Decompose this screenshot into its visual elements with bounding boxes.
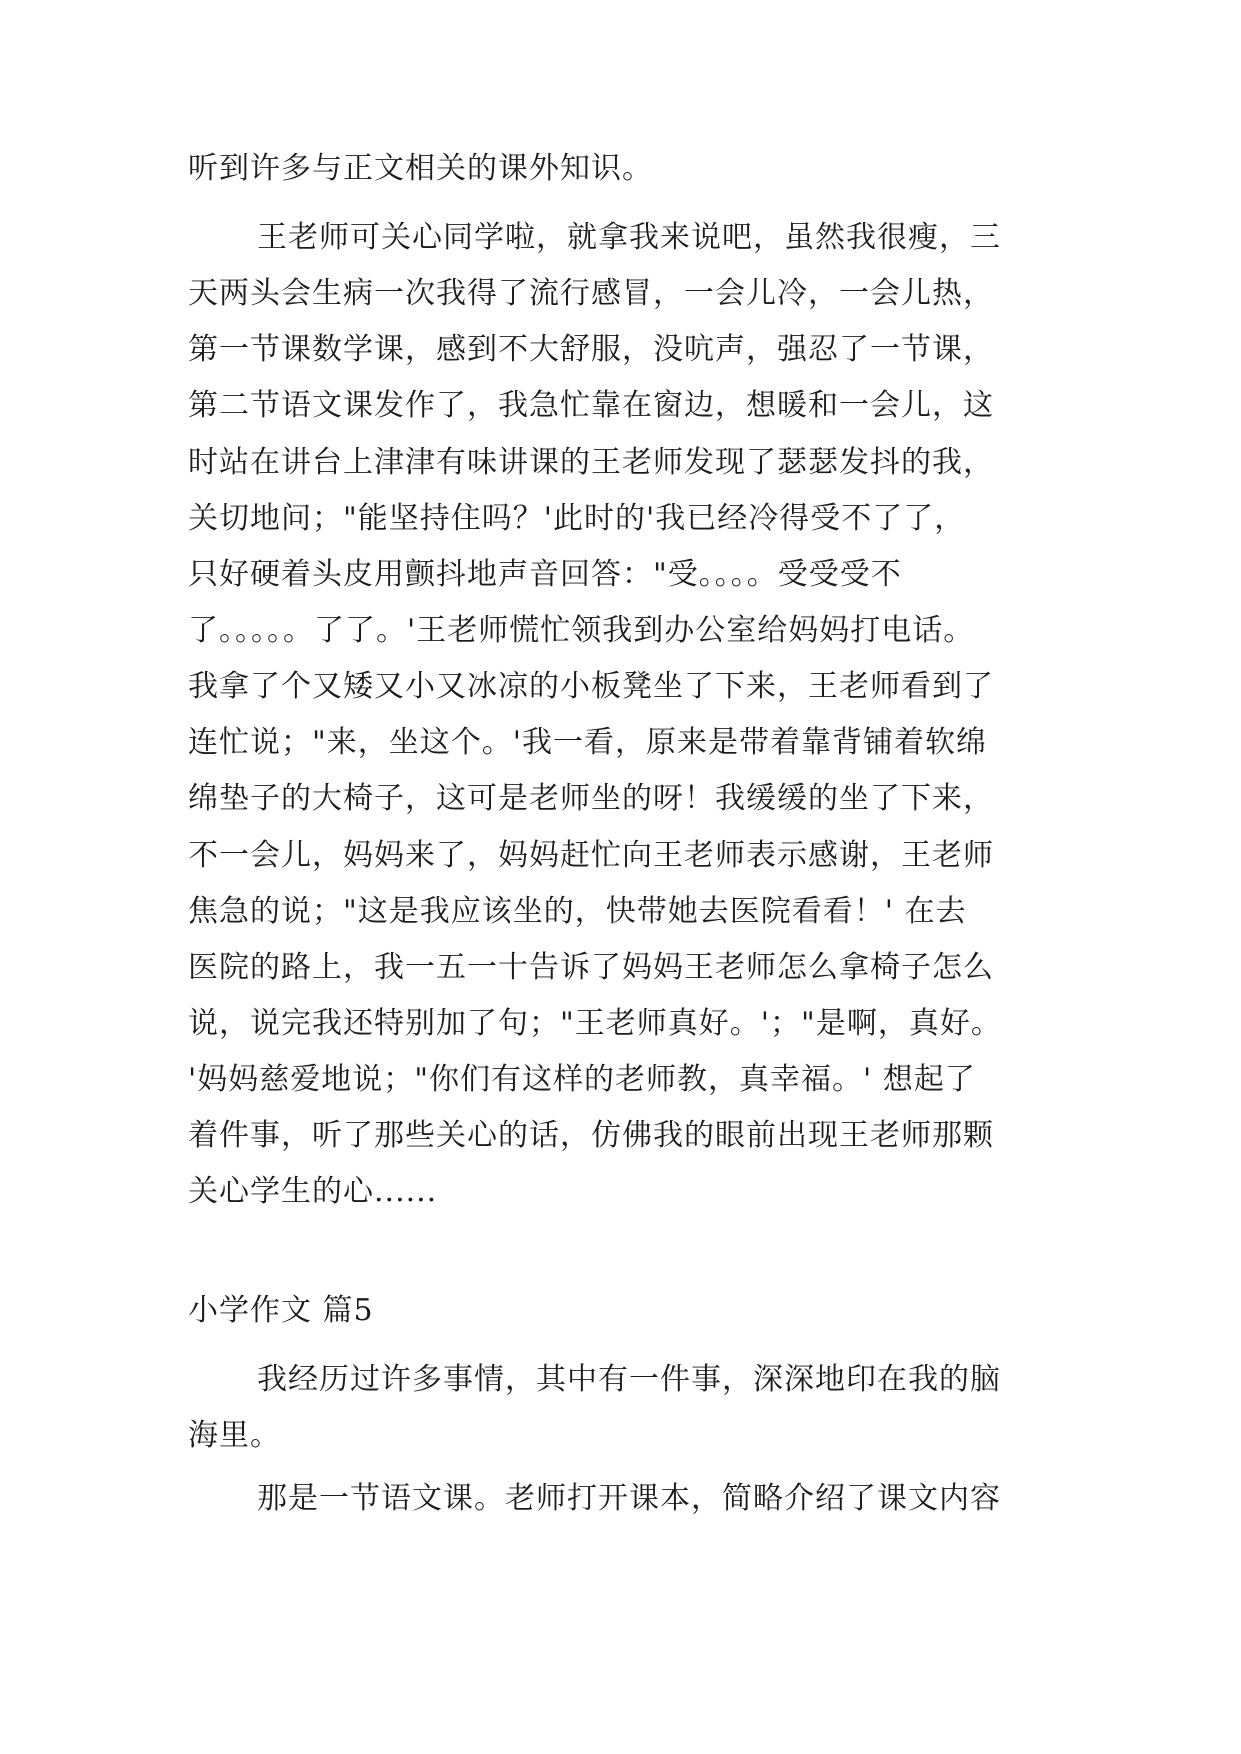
paragraph-start-line: 我经历过许多事情，其中有一件事，深深地印在我的脑: [257, 1362, 1001, 1397]
section-heading: 小学作文 篇5: [188, 1293, 374, 1328]
text-line: 只好硬着头皮用颤抖地声音回答："受。。。。受受受不: [188, 557, 902, 592]
text-line: 第二节语文课发作了，我急忙靠在窗边，想暖和一会儿，这: [188, 388, 994, 423]
text-line: '妈妈慈爱地说；"你们有这样的老师教，真幸福。' 想起了: [188, 1062, 976, 1097]
text-line: 时站在讲台上津津有味讲课的王老师发现了瑟瑟发抖的我，: [188, 445, 994, 480]
paragraph-start-line: 王老师可关心同学啦，就拿我来说吧，虽然我很瘦，三: [257, 220, 1001, 255]
text-line: 不一会儿，妈妈来了，妈妈赶忙向王老师表示感谢，王老师: [188, 838, 994, 873]
text-line: 我拿了个又矮又小又冰凉的小板凳坐了下来，王老师看到了: [188, 669, 994, 704]
text-line: 海里。: [188, 1418, 281, 1453]
text-line: 医院的路上，我一五一十告诉了妈妈王老师怎么拿椅子怎么: [188, 950, 994, 985]
text-line: 说，说完我还特别加了句；"王老师真好。'；"是啊，真好。: [188, 1006, 1002, 1041]
text-line: 焦急的说；"这是我应该坐的，快带她去医院看看！' 在去: [188, 894, 967, 929]
text-line: 关心学生的心......: [188, 1174, 438, 1209]
paragraph-start-line: 那是一节语文课。老师打开课本，简略介绍了课文内容: [257, 1481, 1001, 1516]
text-line: 绵垫子的大椅子，这可是老师坐的呀！我缓缓的坐了下来，: [188, 781, 994, 816]
text-line: 连忙说；"来，坐这个。'我一看，原来是带着靠背铺着软绵: [188, 725, 988, 760]
text-line: 关切地问；"能坚持住吗？'此时的'我已经冷得受不了了，: [188, 501, 966, 536]
text-line: 天两头会生病一次我得了流行感冒，一会儿冷，一会儿热，: [188, 276, 994, 311]
text-line: 着件事，听了那些关心的话，仿佛我的眼前出现王老师那颗: [188, 1118, 994, 1153]
text-line: 了。。。。。了了。'王老师慌忙领我到办公室给妈妈打电话。: [188, 613, 975, 648]
text-line: 听到许多与正文相关的课外知识。: [188, 151, 653, 186]
text-line: 第一节课数学课，感到不大舒服，没吭声，强忍了一节课，: [188, 332, 994, 367]
